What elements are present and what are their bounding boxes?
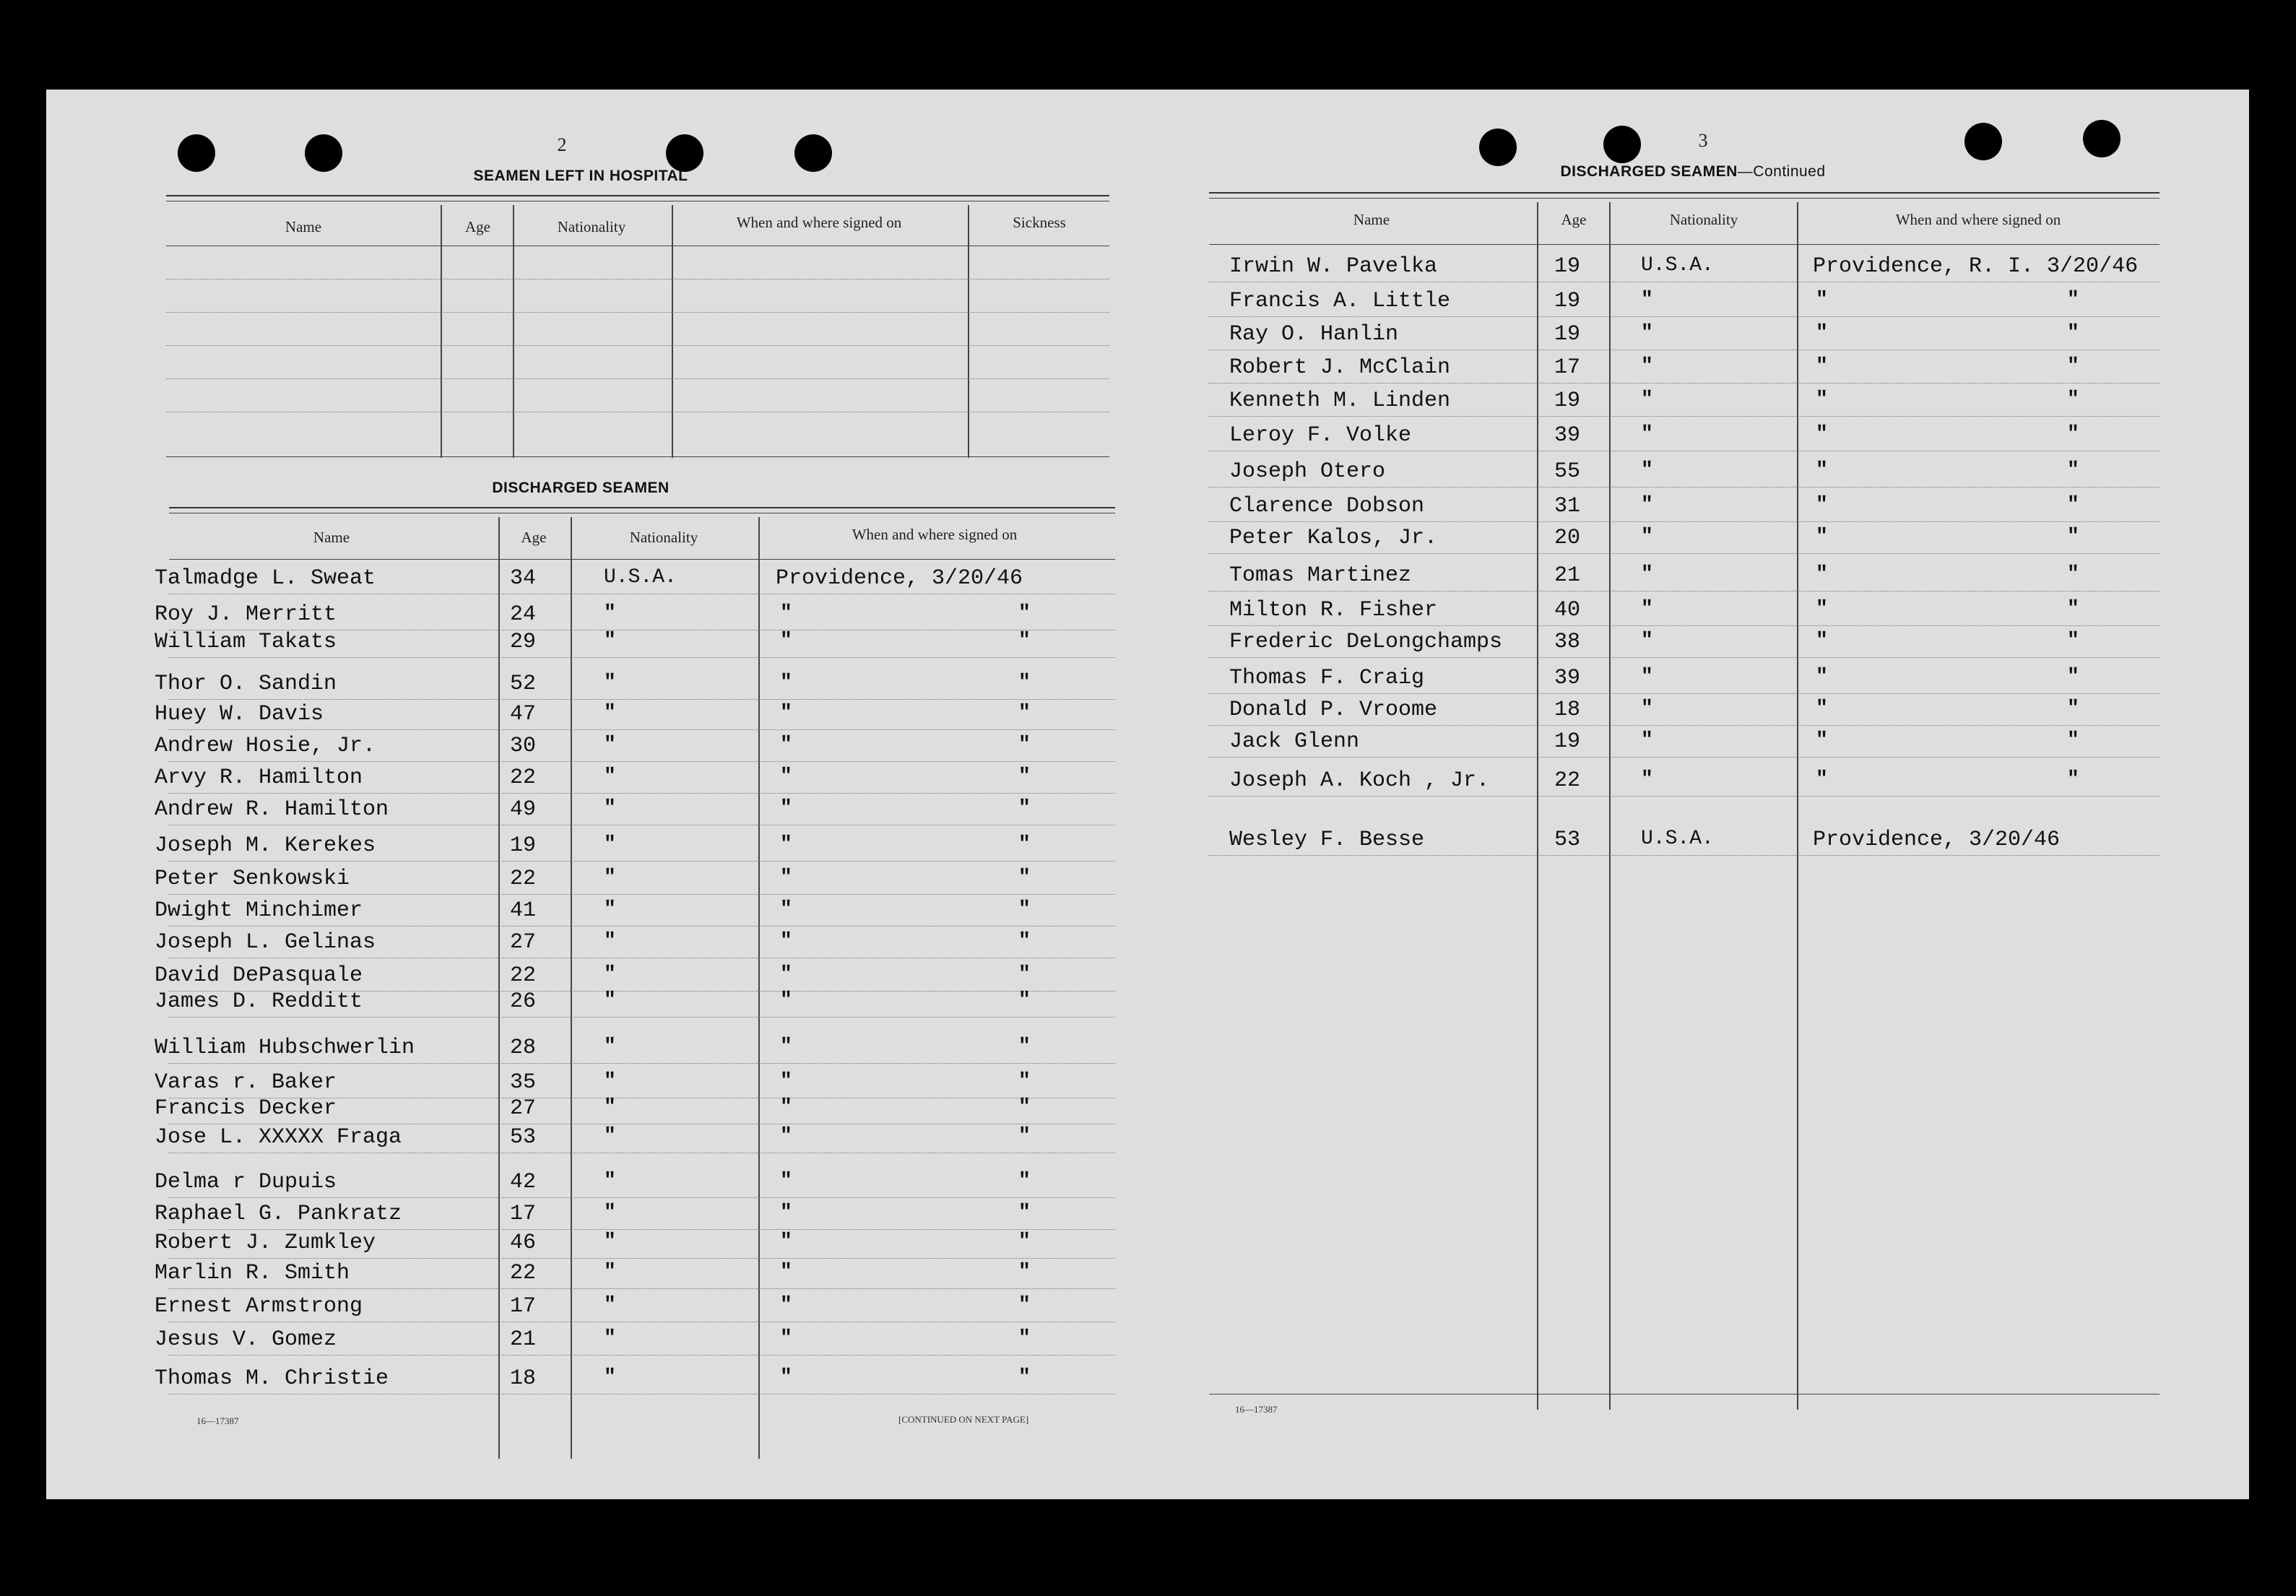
seaman-name: Talmadge L. Sweat — [155, 566, 376, 591]
seaman-age: 19 — [510, 833, 537, 858]
seaman-nationality: " — [1641, 666, 1653, 688]
header-when-where: When and where signed on — [852, 526, 1018, 543]
seaman-name: Varas r. Baker — [155, 1070, 337, 1095]
seaman-nationality: " — [604, 1231, 616, 1253]
seaman-name: David DePasquale — [155, 963, 363, 988]
header-age: Age — [1561, 211, 1587, 228]
signed-on-ditto: " — [1816, 729, 1828, 752]
seaman-age: 19 — [1554, 389, 1581, 413]
signed-on-ditto: " — [1816, 322, 1828, 344]
seaman-age: 22 — [510, 867, 537, 891]
seaman-nationality: " — [604, 989, 616, 1012]
seaman-name: Francis Decker — [155, 1096, 337, 1121]
continued-note: [CONTINUED ON NEXT PAGE] — [898, 1414, 1029, 1425]
seaman-age: 19 — [1554, 322, 1581, 347]
seaman-age: 31 — [1554, 494, 1581, 519]
right-page — [1209, 90, 2235, 1499]
signed-on-ditto: " — [780, 1202, 792, 1224]
seaman-name: Huey W. Davis — [155, 702, 324, 727]
seaman-nationality: " — [604, 963, 616, 986]
seaman-name: Jose L. XXXXX Fraga — [155, 1125, 402, 1150]
signed-on-ditto: " — [780, 1125, 792, 1148]
seaman-name: Marlin R. Smith — [155, 1261, 350, 1285]
signed-on-ditto-end: " — [2067, 698, 2079, 720]
signed-on-ditto-end: " — [1018, 672, 1031, 694]
signed-on-ditto-end: " — [1018, 1231, 1031, 1253]
signed-on-ditto-end: " — [2067, 729, 2079, 752]
header-nationality: Nationality — [629, 529, 698, 546]
seaman-age: 22 — [510, 963, 537, 988]
seaman-nationality: " — [1641, 698, 1653, 720]
seaman-age: 47 — [510, 702, 537, 727]
seaman-name: Kenneth M. Linden — [1229, 389, 1451, 413]
signed-on-ditto: " — [1816, 768, 1828, 791]
seaman-age: 17 — [1554, 355, 1581, 380]
seaman-age: 41 — [510, 898, 537, 923]
seaman-age: 24 — [510, 602, 537, 627]
seaman-nationality: " — [604, 930, 616, 953]
hospital-section-title: SEAMEN LEFT IN HOSPITAL — [473, 168, 688, 184]
signed-on-ditto: " — [780, 833, 792, 856]
seaman-age: 30 — [510, 734, 537, 758]
signed-on-ditto-end: " — [2067, 598, 2079, 620]
seaman-name: Arvy R. Hamilton — [155, 766, 363, 790]
signed-on-ditto: " — [780, 1070, 792, 1093]
seaman-nationality: " — [1641, 768, 1653, 791]
signed-on-ditto: " — [780, 702, 792, 724]
seaman-name: Andrew R. Hamilton — [155, 797, 389, 822]
seaman-nationality: " — [604, 672, 616, 694]
signed-on-ditto: " — [1816, 666, 1828, 688]
signed-on-ditto-end: " — [2067, 768, 2079, 791]
seaman-age: 22 — [510, 1261, 537, 1285]
signed-on-ditto: " — [780, 963, 792, 986]
signed-on-ditto-end: " — [1018, 1261, 1031, 1283]
seaman-age: 53 — [1554, 828, 1581, 852]
signed-on-ditto: " — [1816, 630, 1828, 652]
seaman-age: 19 — [1554, 289, 1581, 313]
seaman-nationality: " — [1641, 423, 1653, 446]
seaman-age: 26 — [510, 989, 537, 1014]
seaman-age: 35 — [510, 1070, 537, 1095]
seaman-name: Leroy F. Volke — [1229, 423, 1412, 448]
signed-on-ditto-end: " — [1018, 1294, 1031, 1317]
signed-on-ditto: " — [780, 930, 792, 953]
header-sickness: Sickness — [1013, 214, 1066, 231]
seaman-age: 49 — [510, 797, 537, 822]
seaman-age: 27 — [510, 930, 537, 955]
seaman-name: Clarence Dobson — [1229, 494, 1425, 519]
form-number: 16—17387 — [196, 1415, 239, 1426]
seaman-nationality: " — [604, 867, 616, 889]
signed-on-ditto: " — [1816, 698, 1828, 720]
signed-on-ditto: " — [1816, 389, 1828, 411]
title-main: DISCHARGED SEAMEN — [1560, 163, 1738, 180]
signed-on-ditto-end: " — [2067, 423, 2079, 446]
signed-on-ditto: " — [1816, 355, 1828, 378]
seaman-name: Tomas Martinez — [1229, 563, 1412, 588]
discharged-section-title: DISCHARGED SEAMEN — [492, 480, 670, 496]
seaman-age: 42 — [510, 1170, 537, 1194]
seaman-name: Roy J. Merritt — [155, 602, 337, 627]
seaman-nationality: " — [1641, 459, 1653, 482]
seaman-name: Raphael G. Pankratz — [155, 1202, 402, 1226]
signed-on-ditto-end: " — [1018, 1366, 1031, 1389]
seaman-nationality: " — [1641, 322, 1653, 344]
seaman-nationality: " — [604, 1125, 616, 1148]
seaman-nationality: " — [1641, 729, 1653, 752]
signed-on-ditto: " — [780, 602, 792, 625]
signed-on-ditto: " — [780, 1036, 792, 1058]
header-age: Age — [465, 218, 490, 235]
signed-on-ditto-end: " — [1018, 630, 1031, 652]
seaman-name: Thor O. Sandin — [155, 672, 337, 696]
seaman-name: Peter Kalos, Jr. — [1229, 526, 1438, 550]
seaman-age: 40 — [1554, 598, 1581, 623]
seaman-nationality: " — [604, 1294, 616, 1317]
seaman-name: Dwight Minchimer — [155, 898, 363, 923]
seaman-name: James D. Redditt — [155, 989, 363, 1014]
signed-on-ditto-end: " — [2067, 459, 2079, 482]
page-number: 2 — [557, 134, 567, 155]
seaman-name: Joseph L. Gelinas — [155, 930, 376, 955]
signed-on-ditto-end: " — [1018, 989, 1031, 1012]
seaman-name: Joseph M. Kerekes — [155, 833, 376, 858]
signed-on-ditto: " — [780, 672, 792, 694]
seaman-age: 17 — [510, 1294, 537, 1319]
seaman-name: Irwin W. Pavelka — [1229, 254, 1438, 279]
signed-on-ditto-end: " — [1018, 898, 1031, 921]
signed-on-ditto-end: " — [2067, 494, 2079, 516]
signed-on-ditto: " — [780, 1261, 792, 1283]
signed-on-ditto-end: " — [1018, 867, 1031, 889]
signed-on-ditto: " — [1816, 494, 1828, 516]
header-nationality: Nationality — [557, 218, 626, 235]
signed-on: Providence, 3/20/46 — [776, 566, 1023, 591]
seaman-name: Milton R. Fisher — [1229, 598, 1438, 623]
seaman-name: Francis A. Little — [1229, 289, 1451, 313]
signed-on-ditto: " — [780, 1327, 792, 1350]
seaman-name: Wesley F. Besse — [1229, 828, 1425, 852]
seaman-nationality: " — [1641, 526, 1653, 548]
signed-on-ditto: " — [1816, 563, 1828, 586]
seaman-age: 39 — [1554, 666, 1581, 690]
seaman-age: 18 — [510, 1366, 537, 1391]
left-page — [111, 90, 1137, 1499]
seaman-name: Ernest Armstrong — [155, 1294, 363, 1319]
seaman-age: 19 — [1554, 729, 1581, 754]
signed-on-ditto-end: " — [1018, 797, 1031, 820]
seaman-nationality: " — [1641, 598, 1653, 620]
seaman-age: 34 — [510, 566, 537, 591]
title-continued: —Continued — [1737, 163, 1826, 180]
form-number: 16—17387 — [1235, 1404, 1278, 1415]
header-age: Age — [521, 529, 547, 546]
seaman-nationality: " — [604, 1036, 616, 1058]
seaman-name: Jack Glenn — [1229, 729, 1360, 754]
signed-on-ditto: " — [1816, 423, 1828, 446]
header-name: Name — [285, 218, 322, 235]
signed-on-ditto-end: " — [2067, 630, 2079, 652]
seaman-nationality: " — [604, 898, 616, 921]
seaman-name: Thomas M. Christie — [155, 1366, 389, 1391]
seaman-name: William Takats — [155, 630, 337, 654]
seaman-name: Donald P. Vroome — [1229, 698, 1438, 722]
seaman-name: Thomas F. Craig — [1229, 666, 1425, 690]
signed-on-ditto-end: " — [2067, 355, 2079, 378]
seaman-nationality: " — [604, 1096, 616, 1119]
seaman-age: 39 — [1554, 423, 1581, 448]
header-name: Name — [1353, 211, 1390, 228]
signed-on-ditto-end: " — [2067, 563, 2079, 586]
seaman-age: 27 — [510, 1096, 537, 1121]
signed-on-ditto: " — [1816, 526, 1828, 548]
seaman-nationality: U.S.A. — [1641, 254, 1714, 277]
signed-on-ditto: " — [780, 1170, 792, 1192]
seaman-age: 22 — [1554, 768, 1581, 793]
signed-on-ditto-end: " — [1018, 734, 1031, 756]
signed-on-ditto-end: " — [2067, 322, 2079, 344]
signed-on-ditto-end: " — [1018, 702, 1031, 724]
seaman-age: 22 — [510, 766, 537, 790]
seaman-nationality: " — [604, 1170, 616, 1192]
seaman-nationality: " — [1641, 494, 1653, 516]
signed-on-ditto-end: " — [2067, 289, 2079, 311]
signed-on-ditto: " — [780, 630, 792, 652]
signed-on-ditto: " — [780, 1096, 792, 1119]
seaman-nationality: " — [604, 1261, 616, 1283]
seaman-nationality: " — [604, 833, 616, 856]
signed-on-ditto-end: " — [2067, 389, 2079, 411]
seaman-nationality: " — [604, 1366, 616, 1389]
seaman-nationality: " — [604, 1327, 616, 1350]
discharged-continued-title — [1498, 163, 1888, 181]
seaman-nationality: " — [1641, 355, 1653, 378]
seaman-nationality: " — [604, 702, 616, 724]
seaman-age: 18 — [1554, 698, 1581, 722]
signed-on-ditto: " — [1816, 459, 1828, 482]
seaman-name: Ray O. Hanlin — [1229, 322, 1399, 347]
header-nationality: Nationality — [1669, 211, 1738, 228]
signed-on-ditto: " — [780, 898, 792, 921]
seaman-age: 21 — [1554, 563, 1581, 588]
seaman-name: Peter Senkowski — [155, 867, 350, 891]
signed-on-ditto: " — [780, 1231, 792, 1253]
seaman-age: 46 — [510, 1231, 537, 1255]
seaman-nationality: " — [604, 1202, 616, 1224]
signed-on-ditto: " — [780, 1294, 792, 1317]
signed-on-ditto: " — [780, 867, 792, 889]
seaman-name: Delma r Dupuis — [155, 1170, 337, 1194]
signed-on: Providence, R. I. 3/20/46 — [1813, 254, 2139, 279]
seaman-age: 17 — [510, 1202, 537, 1226]
seaman-age: 20 — [1554, 526, 1581, 550]
seaman-name: Robert J. Zumkley — [155, 1231, 376, 1255]
seaman-name: Robert J. McClain — [1229, 355, 1451, 380]
signed-on-ditto: " — [780, 734, 792, 756]
signed-on-ditto-end: " — [1018, 1327, 1031, 1350]
seaman-nationality: " — [604, 1070, 616, 1093]
seaman-name: Joseph A. Koch , Jr. — [1229, 768, 1490, 793]
signed-on: Providence, 3/20/46 — [1813, 828, 2061, 852]
seaman-nationality: " — [1641, 289, 1653, 311]
header-name: Name — [313, 529, 350, 546]
seaman-name: Joseph Otero — [1229, 459, 1386, 484]
seaman-nationality: " — [1641, 563, 1653, 586]
header-when-where: When and where signed on — [1895, 211, 2061, 228]
seaman-age: 19 — [1554, 254, 1581, 279]
seaman-nationality: U.S.A. — [604, 566, 677, 589]
seaman-nationality: " — [1641, 630, 1653, 652]
seaman-name: William Hubschwerlin — [155, 1036, 415, 1060]
signed-on-ditto-end: " — [1018, 1070, 1031, 1093]
seaman-age: 38 — [1554, 630, 1581, 654]
signed-on-ditto-end: " — [1018, 963, 1031, 986]
signed-on-ditto: " — [780, 766, 792, 788]
signed-on-ditto-end: " — [1018, 1170, 1031, 1192]
document-sheet — [46, 90, 2249, 1499]
signed-on-ditto: " — [1816, 289, 1828, 311]
signed-on-ditto-end: " — [2067, 666, 2079, 688]
seaman-age: 29 — [510, 630, 537, 654]
seaman-nationality: " — [1641, 389, 1653, 411]
seaman-age: 53 — [510, 1125, 537, 1150]
seaman-nationality: " — [604, 734, 616, 756]
signed-on-ditto-end: " — [1018, 833, 1031, 856]
signed-on-ditto-end: " — [1018, 1096, 1031, 1119]
page-number: 3 — [1698, 130, 1708, 151]
signed-on-ditto-end: " — [1018, 930, 1031, 953]
signed-on-ditto: " — [780, 1366, 792, 1389]
seaman-age: 52 — [510, 672, 537, 696]
seaman-name: Andrew Hosie, Jr. — [155, 734, 376, 758]
signed-on-ditto-end: " — [1018, 1202, 1031, 1224]
seaman-nationality: " — [604, 602, 616, 625]
seaman-nationality: " — [604, 766, 616, 788]
signed-on-ditto-end: " — [1018, 1036, 1031, 1058]
seaman-name: Jesus V. Gomez — [155, 1327, 337, 1352]
signed-on-ditto-end: " — [2067, 526, 2079, 548]
seaman-nationality: " — [604, 630, 616, 652]
seaman-age: 28 — [510, 1036, 537, 1060]
seaman-age: 21 — [510, 1327, 537, 1352]
header-when-where: When and where signed on — [736, 214, 902, 231]
seaman-nationality: " — [604, 797, 616, 820]
seaman-age: 55 — [1554, 459, 1581, 484]
seaman-name: Frederic DeLongchamps — [1229, 630, 1503, 654]
seaman-nationality: U.S.A. — [1641, 828, 1714, 850]
signed-on-ditto-end: " — [1018, 602, 1031, 625]
signed-on-ditto: " — [780, 797, 792, 820]
signed-on-ditto-end: " — [1018, 1125, 1031, 1148]
signed-on-ditto-end: " — [1018, 766, 1031, 788]
signed-on-ditto: " — [1816, 598, 1828, 620]
signed-on-ditto: " — [780, 989, 792, 1012]
